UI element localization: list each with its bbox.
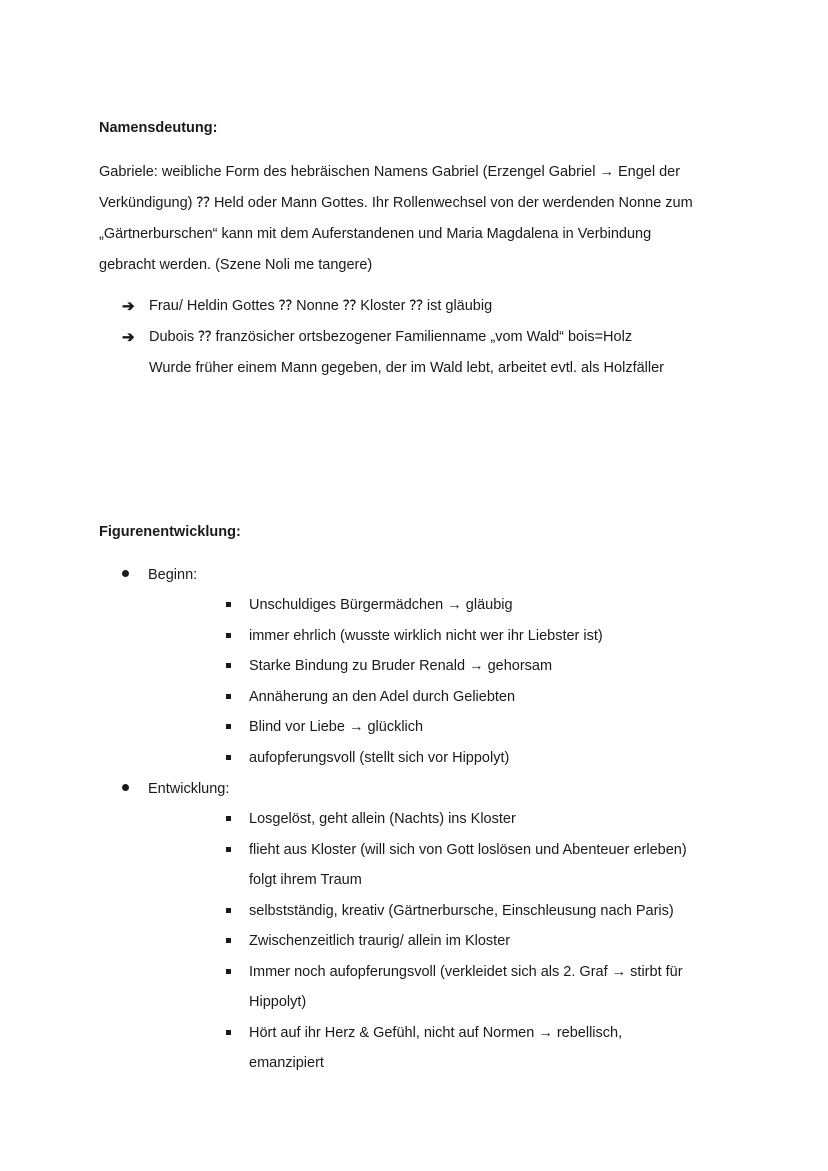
bullet-label: Entwicklung: <box>148 781 230 797</box>
bullet-dot-icon <box>122 570 129 577</box>
arrow-list-item <box>122 291 762 322</box>
square-bullet-icon <box>226 755 231 760</box>
arrow-list <box>122 291 762 384</box>
arrow-item-line: Frau/ Heldin Gottes ⁇ Nonne ⁇ Kloster ⁇ ist gläubig <box>149 298 493 314</box>
sub-list-item <box>226 804 746 835</box>
paragraph-line: „Gärtnerburschen“ kann mit dem Auferstandenen und Maria Magdalena in Verbindung <box>99 226 652 242</box>
sub-item-line: aufopferungsvoll (stellt sich vor Hippolyt) <box>249 749 510 766</box>
sub-item-line: Starke Bindung zu Bruder Renald → gehorsam <box>249 658 553 674</box>
sub-item-line: Annäherung an den Adel durch Geliebten <box>249 688 516 705</box>
bullet-dot-icon <box>122 784 129 791</box>
square-bullet-icon <box>226 847 231 852</box>
bullet-item-entwicklung <box>122 774 229 805</box>
sub-item-line: emanzipiert <box>249 1055 324 1071</box>
sub-item-line: Hippolyt) <box>249 994 307 1010</box>
sub-item-line: Zwischenzeitlich traurig/ allein im Kloster <box>249 933 511 949</box>
arrow-item-line: Dubois ⁇ französicher ortsbezogener Familienname „vom Wald“ bois=Holz <box>149 329 633 345</box>
bullet-item-beginn <box>122 560 197 591</box>
sub-list-item <box>226 743 746 774</box>
sub-item-line: Hört auf ihr Herz & Gefühl, nicht auf Normen → rebellisch, <box>249 1024 623 1041</box>
square-bullet-icon <box>226 969 231 974</box>
sub-item-line: Blind vor Liebe → glücklich <box>249 719 424 735</box>
sub-item-line: Unschuldiges Bürgermädchen → gläubig <box>249 597 513 613</box>
arrow-bullet-icon: ➔ <box>122 329 135 346</box>
square-bullet-icon <box>226 694 231 699</box>
sub-list-item <box>226 590 746 621</box>
square-bullet-icon <box>226 938 231 943</box>
sub-list-item <box>226 651 746 682</box>
sub-item-line: immer ehrlich (wusste wirklich nicht wer ihr Liebster ist) <box>249 627 603 644</box>
sub-item-line: flieht aus Kloster (will sich von Gott loslösen und Abenteuer erleben) <box>249 841 687 858</box>
sub-list-item <box>226 621 746 652</box>
arrow-bullet-icon: ➔ <box>122 298 135 315</box>
square-bullet-icon <box>226 633 231 638</box>
sub-list-item <box>226 1018 746 1079</box>
section-heading-namensdeutung: Namensdeutung: <box>99 120 218 136</box>
paragraph-line: gebracht werden. (Szene Noli me tangere) <box>99 257 373 273</box>
sub-list-item <box>226 712 746 743</box>
bullet-label: Beginn: <box>148 567 198 583</box>
sub-list-item <box>226 835 746 896</box>
sub-list-entwicklung <box>226 804 746 1079</box>
paragraph-line: Verkündigung) ⁇ Held oder Mann Gottes. Ihr Rollenwechsel von der werdenden Nonne zum <box>99 195 693 211</box>
square-bullet-icon <box>226 602 231 607</box>
sub-item-line: selbstständig, kreativ (Gärtnerbursche, Einschleusung nach Paris) <box>249 902 674 919</box>
sub-list-item <box>226 926 746 957</box>
namensdeutung-paragraph <box>99 157 739 281</box>
square-bullet-icon <box>226 1030 231 1035</box>
sub-list-beginn <box>226 590 746 773</box>
sub-list-item <box>226 896 746 927</box>
arrow-item-line: Wurde früher einem Mann gegeben, der im Wald lebt, arbeitet evtl. als Holzfäller <box>149 360 664 376</box>
sub-list-item <box>226 682 746 713</box>
square-bullet-icon <box>226 724 231 729</box>
arrow-list-item <box>122 322 762 384</box>
sub-item-line: Losgelöst, geht allein (Nachts) ins Kloster <box>249 811 516 827</box>
square-bullet-icon <box>226 816 231 821</box>
square-bullet-icon <box>226 908 231 913</box>
section-heading-figurenentwicklung: Figurenentwicklung: <box>99 524 241 540</box>
paragraph-line: Gabriele: weibliche Form des hebräischen Namens Gabriel (Erzengel Gabriel → Engel der <box>99 164 681 180</box>
sub-item-line: Immer noch aufopferungsvoll (verkleidet sich als 2. Graf → stirbt für <box>249 963 683 980</box>
sub-item-line: folgt ihrem Traum <box>249 872 362 888</box>
square-bullet-icon <box>226 663 231 668</box>
sub-list-item <box>226 957 746 1018</box>
